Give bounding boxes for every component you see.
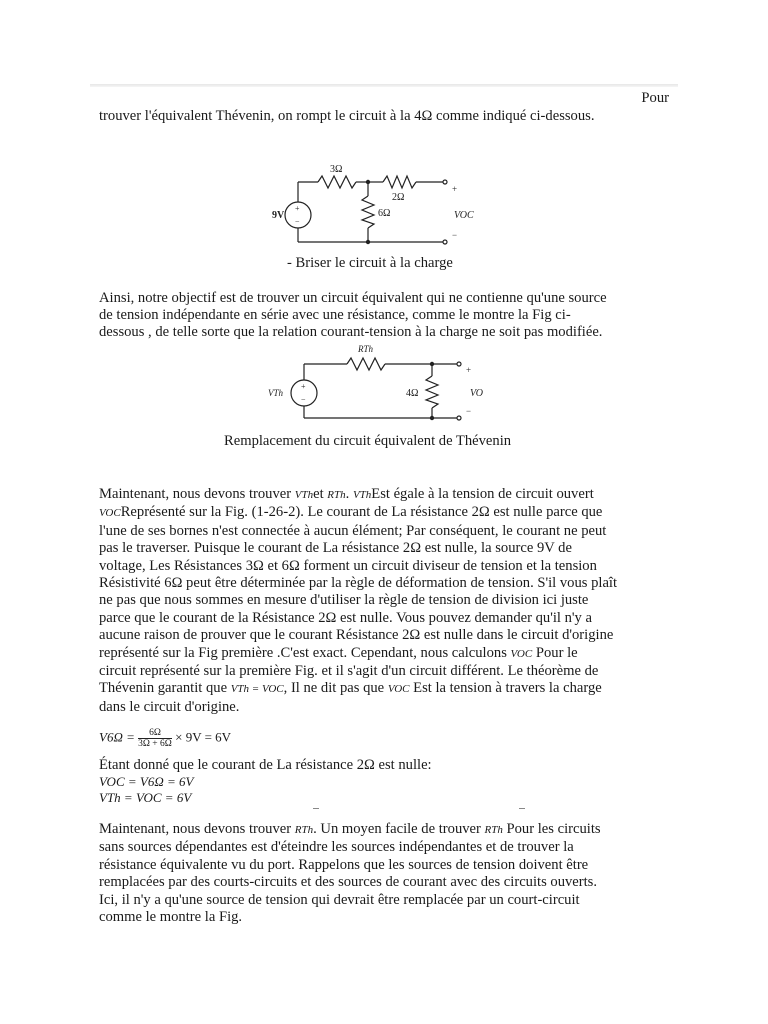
para3-line1: Maintenant, nous devons trouver RTh. Un moyen facile de trouver RTh Pour les circuits xyxy=(99,821,601,837)
top-margin xyxy=(0,0,768,86)
equation-vth: VTh = VOC = 6V xyxy=(99,790,192,805)
intro-line: trouver l'équivalent Thévenin, on rompt le circuit à la 4Ω comme indiqué ci-dessous. xyxy=(99,108,595,124)
para3-line5: Ici, il n'y a qu'une source de tension qui devrait être remplacée par un court-circuit xyxy=(99,891,580,908)
source1-plus: + xyxy=(295,204,300,213)
output2-plus: + xyxy=(466,365,472,375)
page-edge-shadow xyxy=(90,84,678,87)
para2-line3: l'une de ses bornes n'est connectée à aucun élément; Par conséquent, le courant ne peut xyxy=(99,522,607,539)
figure1-caption: - Briser le circuit à la charge xyxy=(287,255,453,271)
label-vo: VO xyxy=(470,388,484,399)
para1-line2: de tension indépendante en série avec une résistance, comme le montre la Fig ci- xyxy=(99,307,571,323)
para2-line2: VOCReprésenté sur la Fig. (1-26-2). Le courant de La résistance 2Ω est nulle parce que xyxy=(99,504,603,521)
output-minus: − xyxy=(452,230,458,240)
para2-line7: ne pas que nous sommes en mesure d'utiliser la règle de tension de division ici juste xyxy=(99,592,589,609)
para2-line1: Maintenant, nous devons trouver VThet RTh. VThEst égale à la tension de circuit ouvert xyxy=(99,486,594,502)
para3-line2: sans sources dépendantes est d'éteindre les sources indépendantes et de trouver la xyxy=(99,839,574,856)
para2-line10: représenté sur la Fig première .C'est exact. Cependant, nous calculons VOC Pour le xyxy=(99,644,578,661)
separator-mark-left xyxy=(313,808,319,809)
circuit-figure-2 xyxy=(262,342,502,427)
para1-line3: dessous , de telle sorte que la relation courant-tension à la charge ne soit pas modifiée. xyxy=(99,324,603,340)
para2-line8: parce que le courant de la Résistance 2Ω est nulle. Vous pouvez demander qu'il n'y a xyxy=(99,609,592,626)
label-6ohm: 6Ω xyxy=(378,208,391,219)
para2-line13: dans le circuit d'origine. xyxy=(99,698,240,715)
separator-mark-right xyxy=(519,808,525,809)
source2-minus: − xyxy=(301,395,306,404)
para3-line3: résistance équivalente vu du port. Rappelons que les sources de tension doivent être xyxy=(99,856,589,873)
equation-text: Étant donné que le courant de La résistance 2Ω est nulle: xyxy=(99,757,432,773)
para3-line4: remplacées par des courts-circuits et des sources de courant avec des circuits ouverts. xyxy=(99,874,598,891)
equation-voc: VOC = V6Ω = 6V xyxy=(99,774,194,789)
label-voc: VOC xyxy=(454,210,474,221)
para3-line6: comme le montre la Fig. xyxy=(99,909,243,926)
label-4ohm: 4Ω xyxy=(406,388,419,399)
source1-minus: − xyxy=(295,217,300,226)
label-rth: RTh xyxy=(358,344,374,354)
figure2-caption: Remplacement du circuit équivalent de Thévenin xyxy=(224,433,512,449)
label-vth: VTh xyxy=(268,388,284,398)
para2-line9: aucune raison de prouver que le courant Résistance 2Ω est nulle dans le circuit d'origine xyxy=(99,627,614,644)
source2-plus: + xyxy=(301,382,306,391)
para2-line12: Thévenin garantit que VTh = VOC, Il ne dit pas que VOC Est la tension à travers la charge xyxy=(99,680,602,697)
para2-line5: voltage, Les Résistances 3Ω et 6Ω forment un circuit diviseur de tension et la tension xyxy=(99,557,597,574)
equation-v6: V6Ω = $\frac{6\Omega}{3\Omega + 6\Omega}$ × 9V = 6V xyxy=(99,728,232,749)
para2-line6: Résistivité 6Ω peut être déterminée par la règle de déformation de tension. S'il vous plaît xyxy=(99,575,618,592)
intro-first-word: Pour xyxy=(641,90,669,106)
label-2ohm: 2Ω xyxy=(392,192,405,203)
para2-line4: pas le traverser. Puisque le courant de La résistance 2Ω est nulle, la source 9V de xyxy=(99,540,572,557)
circuit-figure-1 xyxy=(268,160,498,250)
output2-minus: − xyxy=(466,406,472,416)
para3 xyxy=(99,821,669,926)
para2 xyxy=(99,486,669,716)
para2-line11: circuit représenté sur la première Fig. et il s'agit d'un circuit différent. Le théorème de xyxy=(99,663,599,680)
label-9v: 9V xyxy=(272,210,285,221)
output-plus: + xyxy=(452,184,458,194)
para1-line1: Ainsi, notre objectif est de trouver un circuit équivalent qui ne contienne qu'une source xyxy=(99,290,607,306)
label-3ohm: 3Ω xyxy=(330,164,343,175)
